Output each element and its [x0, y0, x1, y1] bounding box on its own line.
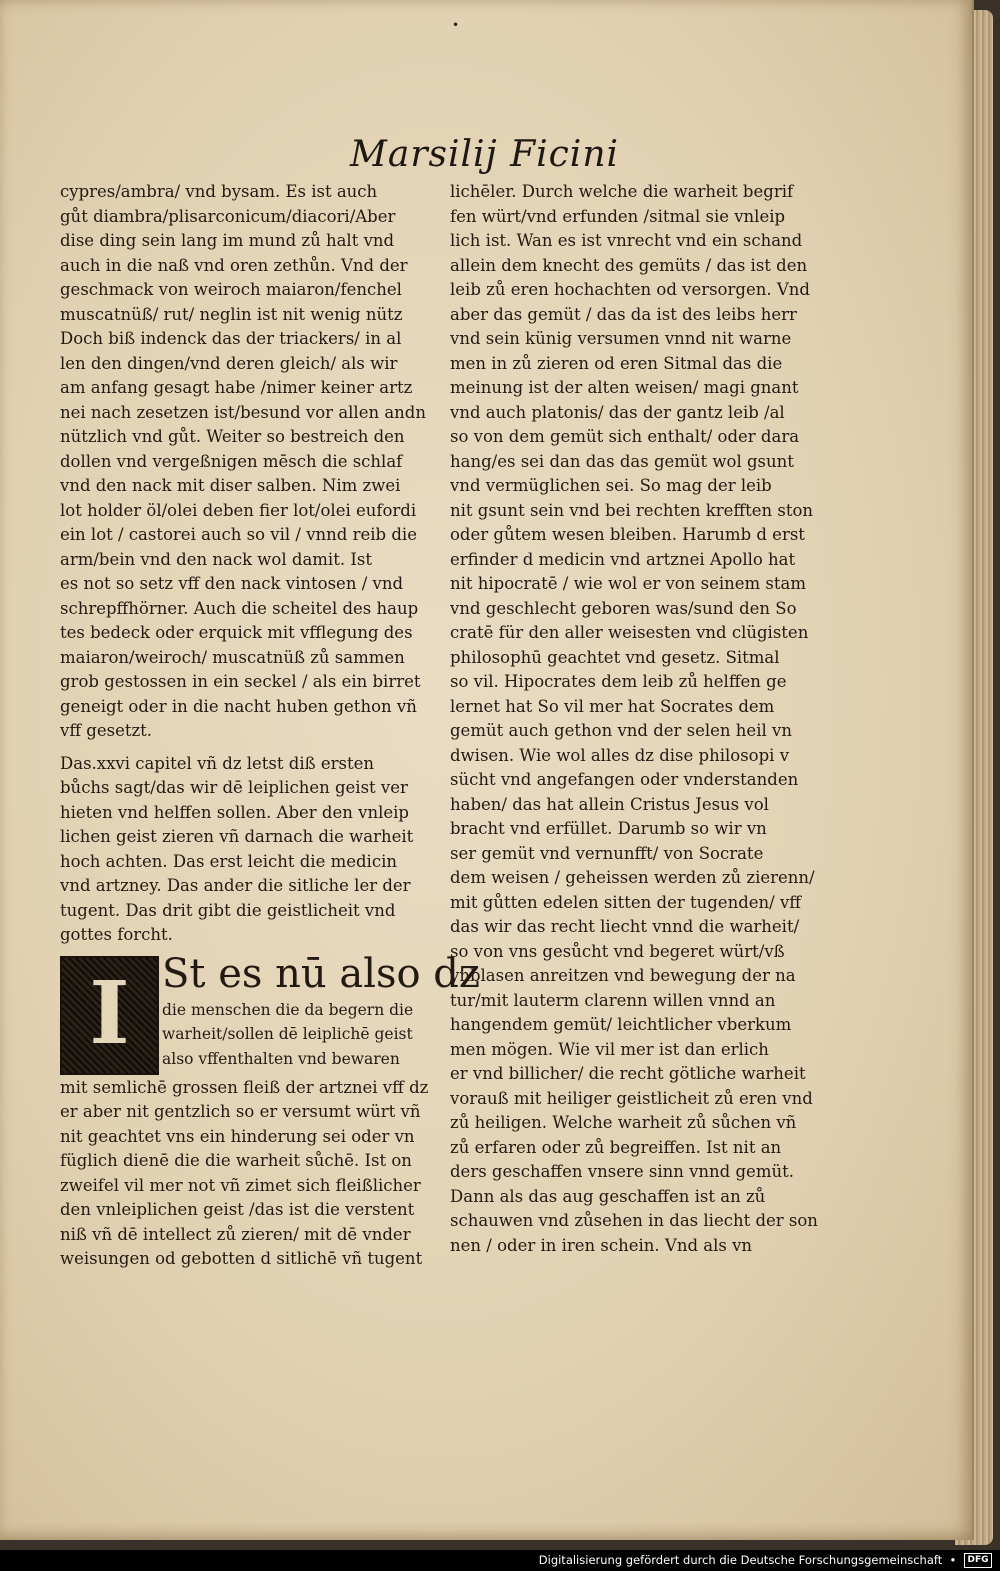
- text-line: hang/es sei dan das das gemüt wol gsunt: [450, 451, 794, 471]
- text-line: mit gůtten edelen sitten der tugenden/ vff: [450, 892, 802, 912]
- chapter-summary: [60, 752, 430, 948]
- running-title: Marsilij Ficini: [350, 134, 620, 175]
- text-line: ynblasen anreitzen vnd bewegung der na: [450, 966, 796, 985]
- dfg-logo: DFG: [964, 1553, 992, 1568]
- chapter-opening: [60, 950, 480, 1076]
- text-line: zů heiligen. Welche warheit zů sůchen vñ: [450, 1113, 797, 1132]
- text-line: zweifel vil mer not vñ zimet sich fleißlicher: [60, 1175, 421, 1195]
- text-line: so von vns gesůcht vnd begeret würt/vß: [450, 941, 785, 961]
- incipit-text: St es nū also dz: [162, 950, 480, 997]
- text-line: nit geachtet vns ein hinderung sei oder vn: [60, 1126, 415, 1146]
- text-line: dise ding sein lang im mund zů halt vnd: [60, 231, 395, 250]
- text-line: nit gsunt sein vnd bei rechten krefften ston: [450, 500, 814, 520]
- text-line: vnd sein künig versumen vnnd nit warne: [450, 329, 792, 348]
- left-paragraph-2: [60, 1076, 430, 1272]
- text-line: es not so setz vff den nack vintosen / vnd: [60, 574, 404, 593]
- text-line: erfinder d medicin vnd artznei Apollo hat: [450, 549, 796, 569]
- text-line: vnd auch platonis/ das der gantz leib /al: [450, 402, 785, 422]
- decorated-initial: I: [60, 956, 159, 1075]
- text-line: füglich dienē die die warheit sůchē. Ist on: [60, 1151, 412, 1170]
- left-paragraph-1: [60, 180, 430, 744]
- footer-credit: Digitalisierung gefördert durch die Deutsche Forschungsgemeinschaft: [538, 1553, 943, 1567]
- text-line: ders geschaffen vnsere sinn vnnd gemüt.: [450, 1162, 794, 1181]
- text-line: haben/ das hat allein Cristus Jesus vol: [450, 794, 769, 814]
- text-line: cratē für den aller weisesten vnd clügisten: [450, 623, 809, 642]
- text-line: am anfang gesagt habe /nimer keiner artz: [60, 378, 413, 397]
- text-line: er vnd billicher/ die recht götliche warheit: [450, 1064, 806, 1083]
- initial-side-lines: [162, 998, 430, 1072]
- text-line: Das.xxvi capitel vñ dz letst diß ersten: [60, 753, 375, 773]
- text-line: nit hipocratē / wie wol er von seinem stam: [450, 574, 806, 593]
- right-paragraph-2: [450, 1185, 828, 1259]
- text-line: lich ist. Wan es ist vnrecht vnd ein schand: [450, 231, 803, 250]
- text-line: vnd geschlecht geboren was/sund den So: [450, 598, 797, 618]
- text-line: bůchs sagt/das wir dē leiplichen geist ver: [60, 778, 408, 797]
- text-line: geneigt oder in die nacht huben gethon vñ: [60, 696, 417, 716]
- text-line: Dann als das aug geschaffen ist an zů: [450, 1186, 766, 1206]
- text-line: vff gesetzt.: [60, 721, 153, 740]
- text-line: weisungen od gebotten d sitlichē vñ tugent: [60, 1249, 423, 1268]
- text-line: allein dem knecht des gemüts / das ist den: [450, 255, 808, 275]
- text-line: auch in die naß vnd oren zethůn. Vnd der: [60, 255, 408, 275]
- page-mark: •: [452, 18, 460, 32]
- text-line: oder gůtem wesen bleiben. Harumb d erst: [450, 525, 805, 544]
- text-line: arm/bein vnd den nack wol damit. Ist: [60, 549, 372, 569]
- text-line: philosophū geachtet vnd gesetz. Sitmal: [450, 647, 780, 667]
- text-line: hieten vnd helffen sollen. Aber den vnleip: [60, 802, 409, 822]
- text-line: also vffenthalten vnd bewaren: [162, 1049, 400, 1068]
- text-line: bracht vnd erfüllet. Darumb so wir vn: [450, 819, 767, 838]
- text-line: lernet hat So vil mer hat Socrates dem: [450, 696, 775, 716]
- text-line: vorauß mit heiliger geistlicheit zů eren vnd: [450, 1088, 813, 1108]
- right-column: [450, 180, 828, 1258]
- text-line: ein lot / castorei auch so vil / vnnd reib die: [60, 525, 417, 544]
- text-line: das wir das recht liecht vnnd die warheit/: [450, 917, 800, 936]
- text-line: muscatnüß/ rut/ neglin ist nit wenig nütz: [60, 304, 403, 324]
- text-line: so von dem gemüt sich enthalt/ oder dara: [450, 427, 800, 446]
- text-line: men mögen. Wie vil mer ist dan erlich: [450, 1039, 769, 1059]
- text-line: grob gestossen in ein seckel / als ein birret: [60, 672, 421, 691]
- text-line: lichēler. Durch welche die warheit begrif: [450, 182, 794, 201]
- text-line: cypres/ambra/ vnd bysam. Es ist auch: [60, 182, 378, 201]
- text-line: die menschen die da begern die: [162, 1000, 414, 1019]
- right-paragraph-1: [450, 180, 828, 1185]
- text-line: sücht vnd angefangen oder vnderstanden: [450, 770, 799, 789]
- text-line: mit semlichē grossen fleiß der artznei vff dz: [60, 1077, 429, 1097]
- text-line: gůt diambra/plisarconicum/diacori/Aber: [60, 206, 396, 226]
- text-line: geschmack von weiroch maiaron/fenchel: [60, 280, 402, 299]
- text-line: men in zů zieren od eren Sitmal das die: [450, 353, 783, 373]
- text-line: vnd artzney. Das ander die sitliche ler der: [60, 876, 411, 895]
- text-line: dollen vnd vergeßnigen mēsch die schlaf: [60, 451, 403, 471]
- text-line: aber das gemüt / das da ist des leibs herr: [450, 304, 797, 324]
- text-line: maiaron/weiroch/ muscatnüß zů sammen: [60, 647, 405, 667]
- text-line: nen / oder in iren schein. Vnd als vn: [450, 1235, 753, 1255]
- text-line: zů erfaren oder zů begreiffen. Ist nit an: [450, 1137, 782, 1157]
- text-line: den vnleiplichen geist /das ist die verstent: [60, 1200, 415, 1219]
- text-line: lichen geist zieren vñ darnach die warheit: [60, 827, 414, 846]
- text-line: gemüt auch gethon vnd der selen heil vn: [450, 721, 792, 740]
- text-line: fen würt/vnd erfunden /sitmal sie vnleip: [450, 206, 786, 226]
- text-line: er aber nit gentzlich so er versumt würt vñ: [60, 1102, 421, 1121]
- text-line: hoch achten. Das erst leicht die medicin: [60, 851, 397, 871]
- left-column: [60, 180, 480, 1272]
- text-line: tes bedeck oder erquick mit vfflegung des: [60, 623, 413, 642]
- text-line: hangendem gemüt/ leichtlicher vberkum: [450, 1015, 792, 1034]
- footer-bar: Digitalisierung gefördert durch die Deutsche Forschungsgemeinschaft • DFG: [0, 1550, 1000, 1571]
- text-line: dem weisen / geheissen werden zů zierenn/: [450, 868, 815, 887]
- text-line: meinung ist der alten weisen/ magi gnant: [450, 378, 799, 397]
- text-line: schauwen vnd zůsehen in das liecht der son: [450, 1211, 818, 1230]
- text-line: so vil. Hipocrates dem leib zů helffen ge: [450, 672, 787, 691]
- text-line: gottes forcht.: [60, 925, 173, 944]
- text-line: dwisen. Wie wol alles dz dise philosopi v: [450, 745, 790, 765]
- text-line: nei nach zesetzen ist/besund vor allen andn: [60, 402, 426, 422]
- text-line: schrepffhörner. Auch die scheitel des haup: [60, 598, 419, 618]
- text-line: tugent. Das drit gibt die geistlicheit vnd: [60, 900, 396, 920]
- text-line: Doch biß indenck das der triackers/ in al: [60, 329, 402, 348]
- text-line: len den dingen/vnd deren gleich/ als wir: [60, 353, 398, 373]
- text-line: vnd den nack mit diser salben. Nim zwei: [60, 476, 401, 495]
- text-line: leib zů eren hochachten od versorgen. Vnd: [450, 280, 810, 299]
- text-line: ser gemüt vnd vernunfft/ von Socrate: [450, 843, 764, 863]
- text-line: vnd vermüglichen sei. So mag der leib: [450, 476, 772, 495]
- text-line: warheit/sollen dē leiplichē geist: [162, 1025, 413, 1043]
- text-line: nützlich vnd gůt. Weiter so bestreich den: [60, 427, 405, 446]
- text-line: lot holder öl/olei deben fier lot/olei eufordi: [60, 500, 417, 520]
- text-line: niß vñ dē intellect zů zieren/ mit dē vnder: [60, 1224, 411, 1244]
- text-line: tur/mit lauterm clarenn willen vnnd an: [450, 990, 776, 1010]
